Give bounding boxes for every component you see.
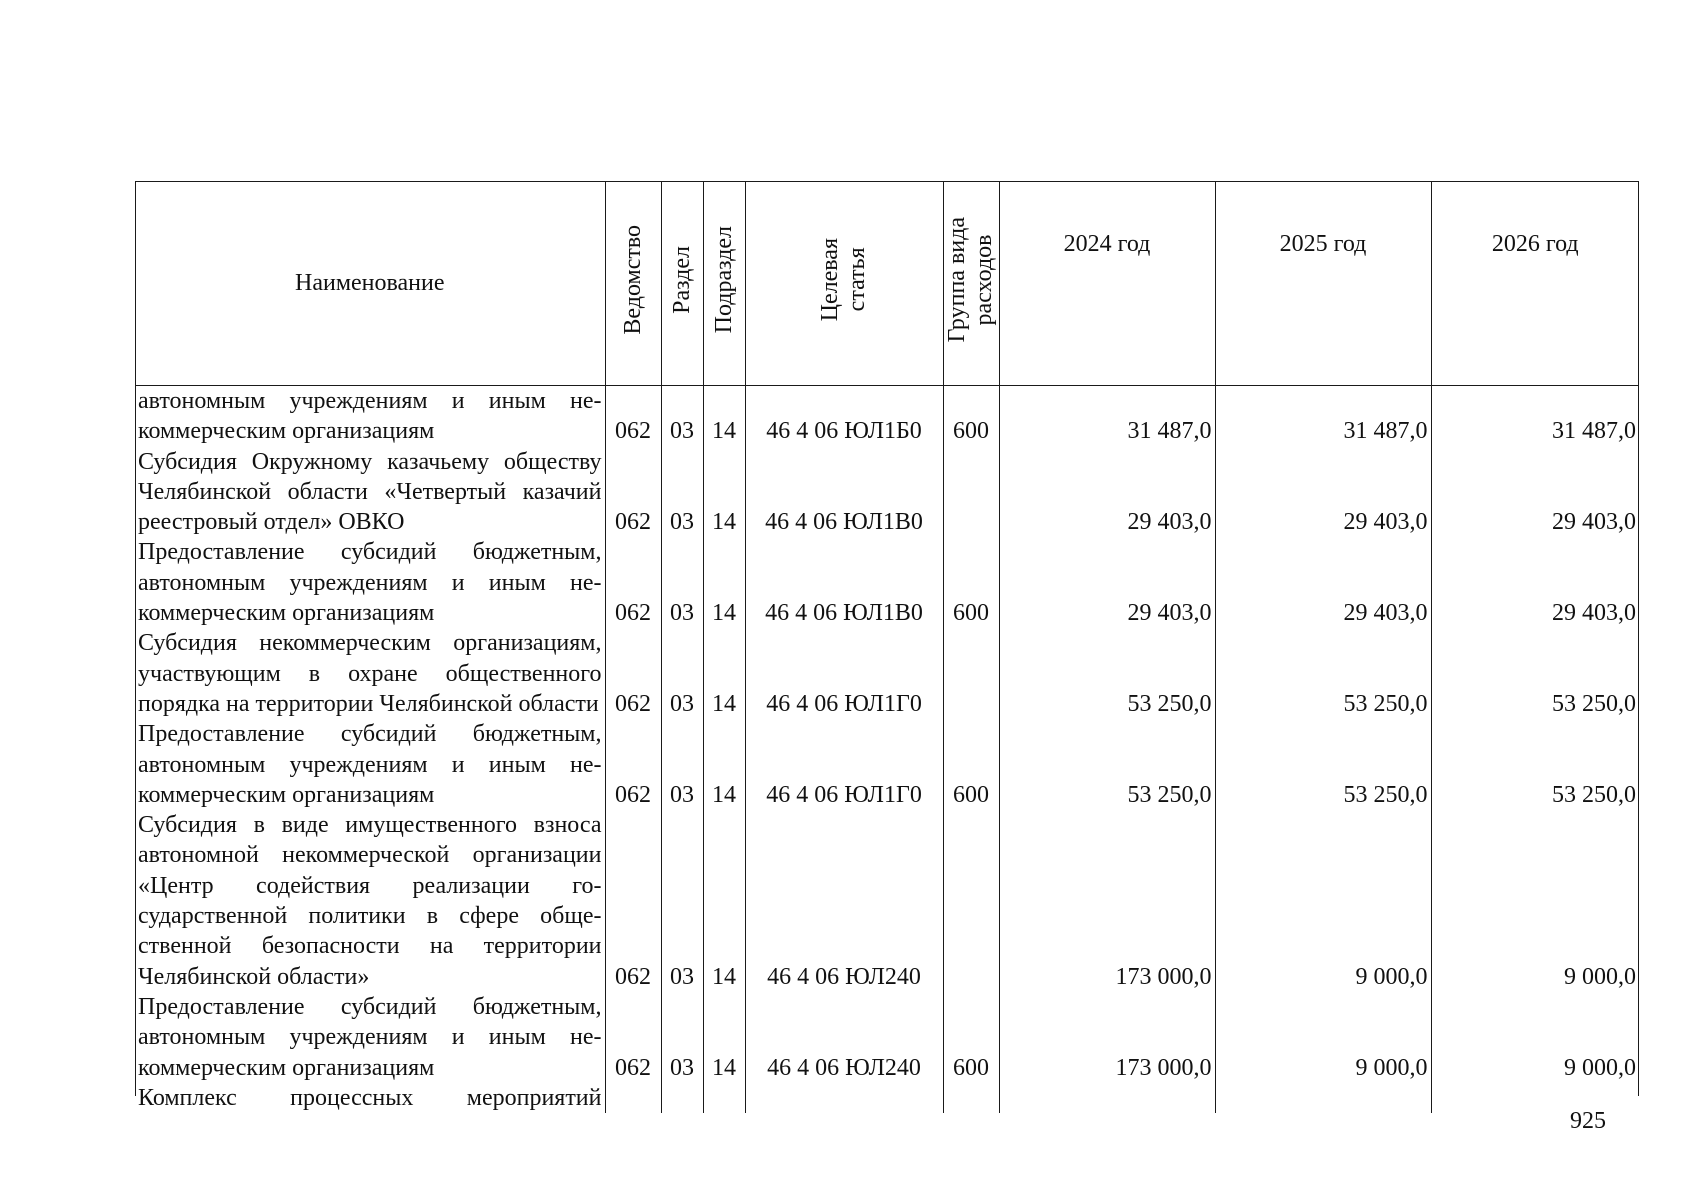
row-gruppa xyxy=(943,810,999,992)
row-2025: 31 487,0 xyxy=(1215,386,1431,447)
row-podrazdel: 14 xyxy=(703,537,745,628)
row-celevaya-statya xyxy=(745,1083,943,1113)
row-2025: 29 403,0 xyxy=(1215,537,1431,628)
row-2026: 29 403,0 xyxy=(1552,509,1636,536)
row-2026: 29 403,0 xyxy=(1552,600,1636,627)
row-name: автономным учреждениям и иным некоммерческим организациям xyxy=(135,386,605,447)
row-gruppa xyxy=(943,1083,999,1113)
header-celevaya-statya: Целевая статья xyxy=(745,181,943,386)
table-row-continued xyxy=(135,1083,1639,1113)
row-gruppa xyxy=(943,628,999,719)
row-name: Субсидия в виде имущественного взноса автономной некоммерческой организации «Центр содействия реализации государственной политики в сфере общественной безопасности на территории Челябинской области» xyxy=(135,810,605,992)
row-podrazdel xyxy=(703,1083,745,1113)
row-celevaya-statya: 46 4 06 ЮЛ240 xyxy=(745,810,943,992)
row-gruppa: 600 xyxy=(943,719,999,810)
row-vedomstvo: 062 xyxy=(605,992,661,1083)
table-header xyxy=(135,181,1639,386)
row-2026: 9 000,0 xyxy=(1564,963,1636,990)
table-body xyxy=(135,386,1639,1114)
row-celevaya-statya: 46 4 06 ЮЛ1Г0 xyxy=(745,628,943,719)
row-vedomstvo: 062 xyxy=(605,447,661,538)
row-name: Субсидия некоммерческим организациям, участвующим в охране общественного порядка на территории Челябинской области xyxy=(135,628,605,719)
row-2025: 53 250,0 xyxy=(1215,719,1431,810)
row-celevaya-statya: 46 4 06 ЮЛ1В0 xyxy=(745,537,943,628)
row-razdel: 03 xyxy=(661,386,703,447)
row-podrazdel: 14 xyxy=(703,810,745,992)
row-celevaya-statya: 46 4 06 ЮЛ240 xyxy=(745,992,943,1083)
row-2026: 9 000,0 xyxy=(1564,1054,1636,1081)
row-2024: 29 403,0 xyxy=(999,447,1215,538)
row-vedomstvo xyxy=(605,1083,661,1113)
table-row xyxy=(135,386,1639,447)
row-2024: 53 250,0 xyxy=(999,719,1215,810)
row-2024: 29 403,0 xyxy=(999,537,1215,628)
row-name: Субсидия Окружному казачьему обществу Челябинской области «Четвертый казачий реестровый отдел» ОВКО xyxy=(135,447,605,538)
row-2024: 31 487,0 xyxy=(999,386,1215,447)
row-gruppa: 600 xyxy=(943,537,999,628)
row-2024: 173 000,0 xyxy=(999,810,1215,992)
row-razdel: 03 xyxy=(661,719,703,810)
row-razdel: 03 xyxy=(661,992,703,1083)
row-2025 xyxy=(1215,1083,1431,1113)
row-razdel xyxy=(661,1083,703,1113)
page-number: 925 xyxy=(1570,1108,1606,1134)
header-name: Наименование xyxy=(135,181,605,386)
row-razdel: 03 xyxy=(661,628,703,719)
table-row xyxy=(135,628,1639,719)
row-2025: 9 000,0 xyxy=(1215,810,1431,992)
row-2024 xyxy=(999,1083,1215,1113)
table-row xyxy=(135,992,1639,1083)
header-razdel: Раздел xyxy=(661,181,703,386)
row-gruppa: 600 xyxy=(943,992,999,1083)
row-podrazdel: 14 xyxy=(703,992,745,1083)
header-year-2026: 2026 год xyxy=(1431,181,1639,386)
row-celevaya-statya: 46 4 06 ЮЛ1Б0 xyxy=(745,386,943,447)
row-2026: 53 250,0 xyxy=(1552,690,1636,717)
row-gruppa: 600 xyxy=(943,386,999,447)
row-podrazdel: 14 xyxy=(703,447,745,538)
row-2026 xyxy=(1431,1083,1639,1113)
row-vedomstvo: 062 xyxy=(605,810,661,992)
row-vedomstvo: 062 xyxy=(605,537,661,628)
row-name: Предоставление субсидий бюджетным, автономным учреждениям и иным некоммерческим организациям xyxy=(135,719,605,810)
row-2025: 53 250,0 xyxy=(1215,628,1431,719)
table-row xyxy=(135,719,1639,810)
row-vedomstvo: 062 xyxy=(605,386,661,447)
row-2025: 9 000,0 xyxy=(1215,992,1431,1083)
row-name: Комплекс процессных мероприятий xyxy=(135,1083,605,1113)
row-razdel: 03 xyxy=(661,810,703,992)
header-podrazdel: Подраздел xyxy=(703,181,745,386)
row-name: Предоставление субсидий бюджетным, автономным учреждениям и иным некоммерческим организациям xyxy=(135,992,605,1083)
budget-table xyxy=(135,181,1639,1113)
header-year-2025: 2025 год xyxy=(1215,181,1431,386)
table-row xyxy=(135,810,1639,992)
row-gruppa xyxy=(943,447,999,538)
row-2026: 31 487,0 xyxy=(1552,418,1636,445)
header-vedomstvo: Ведомство xyxy=(605,181,661,386)
row-razdel: 03 xyxy=(661,537,703,628)
row-name: Предоставление субсидий бюджетным, автономным учреждениям и иным некоммерческим организациям xyxy=(135,537,605,628)
row-2026: 53 250,0 xyxy=(1552,781,1636,808)
row-2025: 29 403,0 xyxy=(1215,447,1431,538)
header-gruppa-vida-rashodov: Группа вида расходов xyxy=(943,181,999,386)
row-vedomstvo: 062 xyxy=(605,719,661,810)
row-2024: 173 000,0 xyxy=(999,992,1215,1083)
row-celevaya-statya: 46 4 06 ЮЛ1Г0 xyxy=(745,719,943,810)
table-row xyxy=(135,447,1639,538)
row-vedomstvo: 062 xyxy=(605,628,661,719)
row-podrazdel: 14 xyxy=(703,386,745,447)
row-razdel: 03 xyxy=(661,447,703,538)
row-2024: 53 250,0 xyxy=(999,628,1215,719)
row-podrazdel: 14 xyxy=(703,719,745,810)
row-celevaya-statya: 46 4 06 ЮЛ1В0 xyxy=(745,447,943,538)
table-row xyxy=(135,537,1639,628)
header-row xyxy=(135,181,1639,386)
row-podrazdel: 14 xyxy=(703,628,745,719)
header-year-2024: 2024 год xyxy=(999,181,1215,386)
